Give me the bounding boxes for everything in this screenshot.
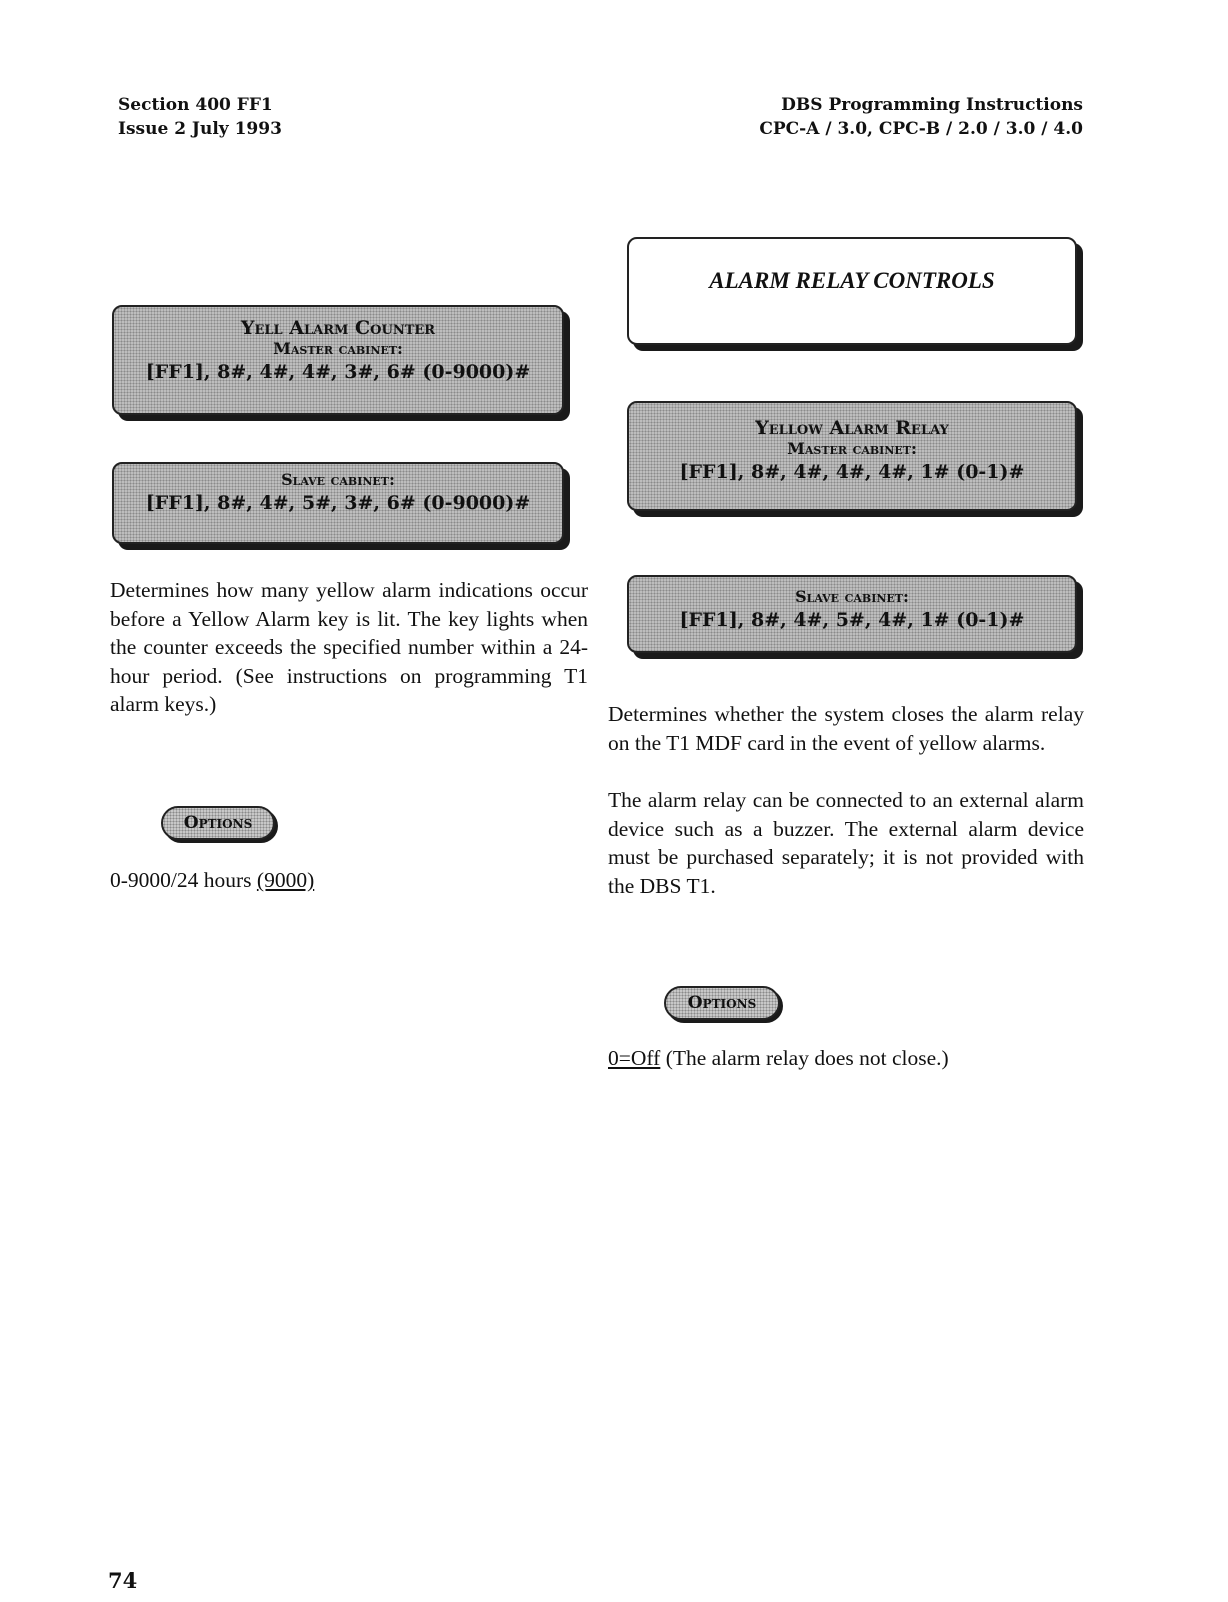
command-code: [FF1], 8#, 4#, 4#, 4#, 1# (0-1)# (679, 461, 1025, 483)
yell-alarm-counter-slave-box (112, 462, 564, 544)
option-default: (9000) (256, 868, 315, 892)
right-option (608, 1044, 949, 1072)
box-subtitle: Master cabinet: (273, 339, 403, 358)
header-left (118, 93, 282, 141)
yell-alarm-counter-master-box (112, 305, 564, 415)
options-badge (664, 986, 780, 1020)
page-number: 74 (108, 1568, 138, 1593)
yellow-alarm-relay-master-box (627, 401, 1077, 511)
command-code: [FF1], 8#, 4#, 5#, 4#, 1# (0-1)# (679, 609, 1025, 631)
doc-title: DBS Programming Instructions (781, 95, 1083, 115)
box-subtitle: Master cabinet: (787, 439, 917, 458)
yellow-alarm-relay-slave-box (627, 575, 1077, 653)
command-code: [FF1], 8#, 4#, 5#, 3#, 6# (0-9000)# (145, 492, 531, 514)
version-label: CPC-A / 3.0, CPC-B / 2.0 / 3.0 / 4.0 (759, 119, 1083, 139)
issue-label: Issue 2 July 1993 (118, 119, 282, 139)
right-description-1: Determines whether the system closes the alarm relay on the T1 MDF card in the event of yellow alarms. (608, 702, 1084, 755)
option-description: (The alarm relay does not close.) (660, 1046, 949, 1070)
right-description-2: The alarm relay can be connected to an external alarm device such as a buzzer. The external alarm device must be purchased separately; it is not provided with the DBS T1. (608, 788, 1084, 898)
left-option (110, 866, 314, 894)
section-title-box (627, 237, 1077, 345)
command-code: [FF1], 8#, 4#, 4#, 3#, 6# (0-9000)# (145, 361, 531, 383)
box-title: Yell Alarm Counter (240, 317, 436, 339)
left-description: Determines how many yellow alarm indications occur before a Yellow Alarm key is lit. The key lights when the counter exceeds the specified number within a 24-hour period. (See instructions on programming T1 alarm keys.) (110, 578, 588, 716)
header-right (759, 93, 1083, 141)
option-value: 0=Off (608, 1046, 661, 1070)
box-subtitle: Slave cabinet: (281, 470, 395, 489)
option-range: 0-9000/24 hours (110, 868, 257, 892)
box-title: Yellow Alarm Relay (755, 417, 949, 439)
options-badge (161, 806, 275, 840)
section-title: ALARM RELAY CONTROLS (709, 268, 995, 293)
options-label: Options (687, 993, 757, 1013)
box-subtitle: Slave cabinet: (795, 587, 909, 606)
options-label: Options (183, 813, 253, 833)
section-label: Section 400 FF1 (118, 95, 273, 115)
